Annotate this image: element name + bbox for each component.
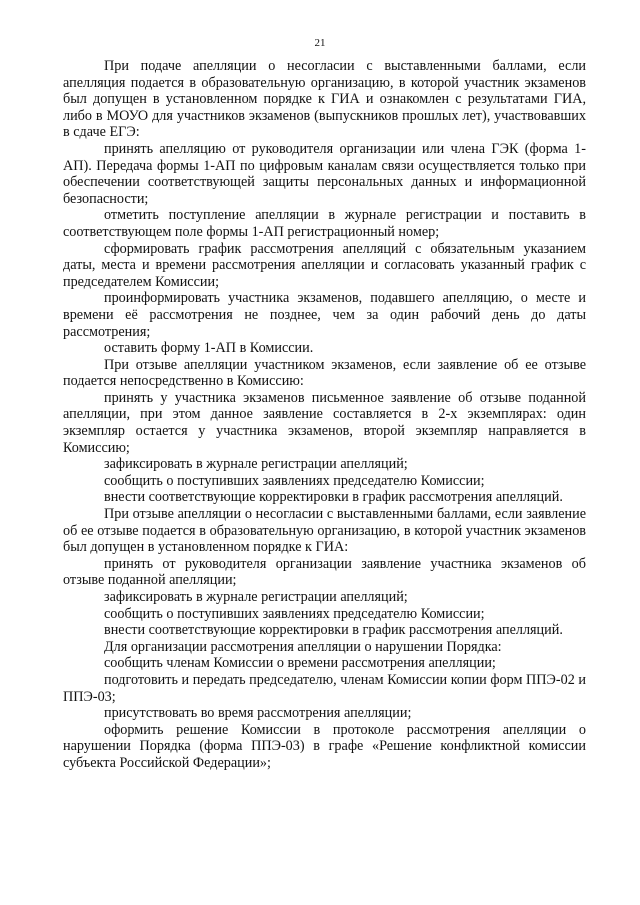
paragraph: оформить решение Комиссии в протоколе рассмотрения апелляции о нарушении Порядка (форма ППЭ-03) в графе «Решение конфликтной комиссии субъекта Российской Федерации»; bbox=[63, 721, 586, 771]
document-body bbox=[63, 58, 586, 772]
page-number: 21 bbox=[314, 37, 326, 49]
paragraph: внести соответствующие корректировки в график рассмотрения апелляций. bbox=[104, 622, 563, 639]
paragraph: Для организации рассмотрения апелляции о нарушении Порядка: bbox=[104, 638, 502, 655]
paragraph: принять апелляцию от руководителя организации или члена ГЭК (форма 1-АП). Передача формы 1-АП по цифровым каналам связи осуществляется только при обеспечении соответствующей защиты персональных данных и информационной безопасности; bbox=[63, 140, 586, 207]
paragraph: При отзыве апелляции участником экзаменов, если заявление об ее отзыве подается непосредственно в Комиссию: bbox=[63, 356, 586, 390]
paragraph: сообщить о поступивших заявлениях председателю Комиссии; bbox=[104, 605, 485, 622]
paragraph: При отзыве апелляции о несогласии с выставленными баллами, если заявление об ее отзыве подается в образовательную организацию, в которой участник экзаменов был допущен в установленном порядке к ГИА: bbox=[63, 506, 586, 556]
paragraph: присутствовать во время рассмотрения апелляции; bbox=[104, 705, 412, 722]
paragraph: проинформировать участника экзаменов, подавшего апелляцию, о месте и времени её рассмотрения не позднее, чем за один рабочий день до даты рассмотрения; bbox=[63, 290, 586, 340]
paragraph: сообщить членам Комиссии о времени рассмотрения апелляции; bbox=[104, 655, 496, 672]
paragraph: сформировать график рассмотрения апелляций с обязательным указанием даты, места и времени рассмотрения апелляции и согласовать указанный график с председателем Комиссии; bbox=[63, 240, 586, 290]
paragraph: При подаче апелляции о несогласии с выставленными баллами, если апелляция подается в образовательную организацию, в которой участник экзаменов был допущен в установленном порядке к ГИА и ознакомлен с результатами ГИА, либо в МОУО для участников экзаменов (выпускников прошлых лет), участвовавших в сдаче ЕГЭ: bbox=[63, 58, 586, 141]
paragraph: принять от руководителя организации заявление участника экзаменов об отзыве поданной апелляции; bbox=[63, 555, 586, 589]
paragraph: зафиксировать в журнале регистрации апелляций; bbox=[104, 589, 408, 605]
paragraph: оставить форму 1-АП в Комиссии. bbox=[104, 340, 314, 357]
paragraph: зафиксировать в журнале регистрации апелляций; bbox=[104, 456, 408, 473]
paragraph: принять у участника экзаменов письменное заявление об отзыве поданной апелляции, при этом данное заявление составляется в 2-х экземплярах: один экземпляр остается у участника экзаменов, второй экземпляр направляется в Комиссию; bbox=[63, 389, 586, 456]
paragraph: отметить поступление апелляции в журнале регистрации и поставить в соответствующем поле формы 1-АП регистрационный номер; bbox=[63, 207, 586, 240]
paragraph: подготовить и передать председателю, членам Комиссии копии форм ППЭ-02 и ППЭ-03; bbox=[63, 671, 586, 705]
paragraph: внести соответствующие корректировки в график рассмотрения апелляций. bbox=[104, 489, 563, 506]
paragraph: сообщить о поступивших заявлениях председателю Комиссии; bbox=[104, 472, 485, 489]
